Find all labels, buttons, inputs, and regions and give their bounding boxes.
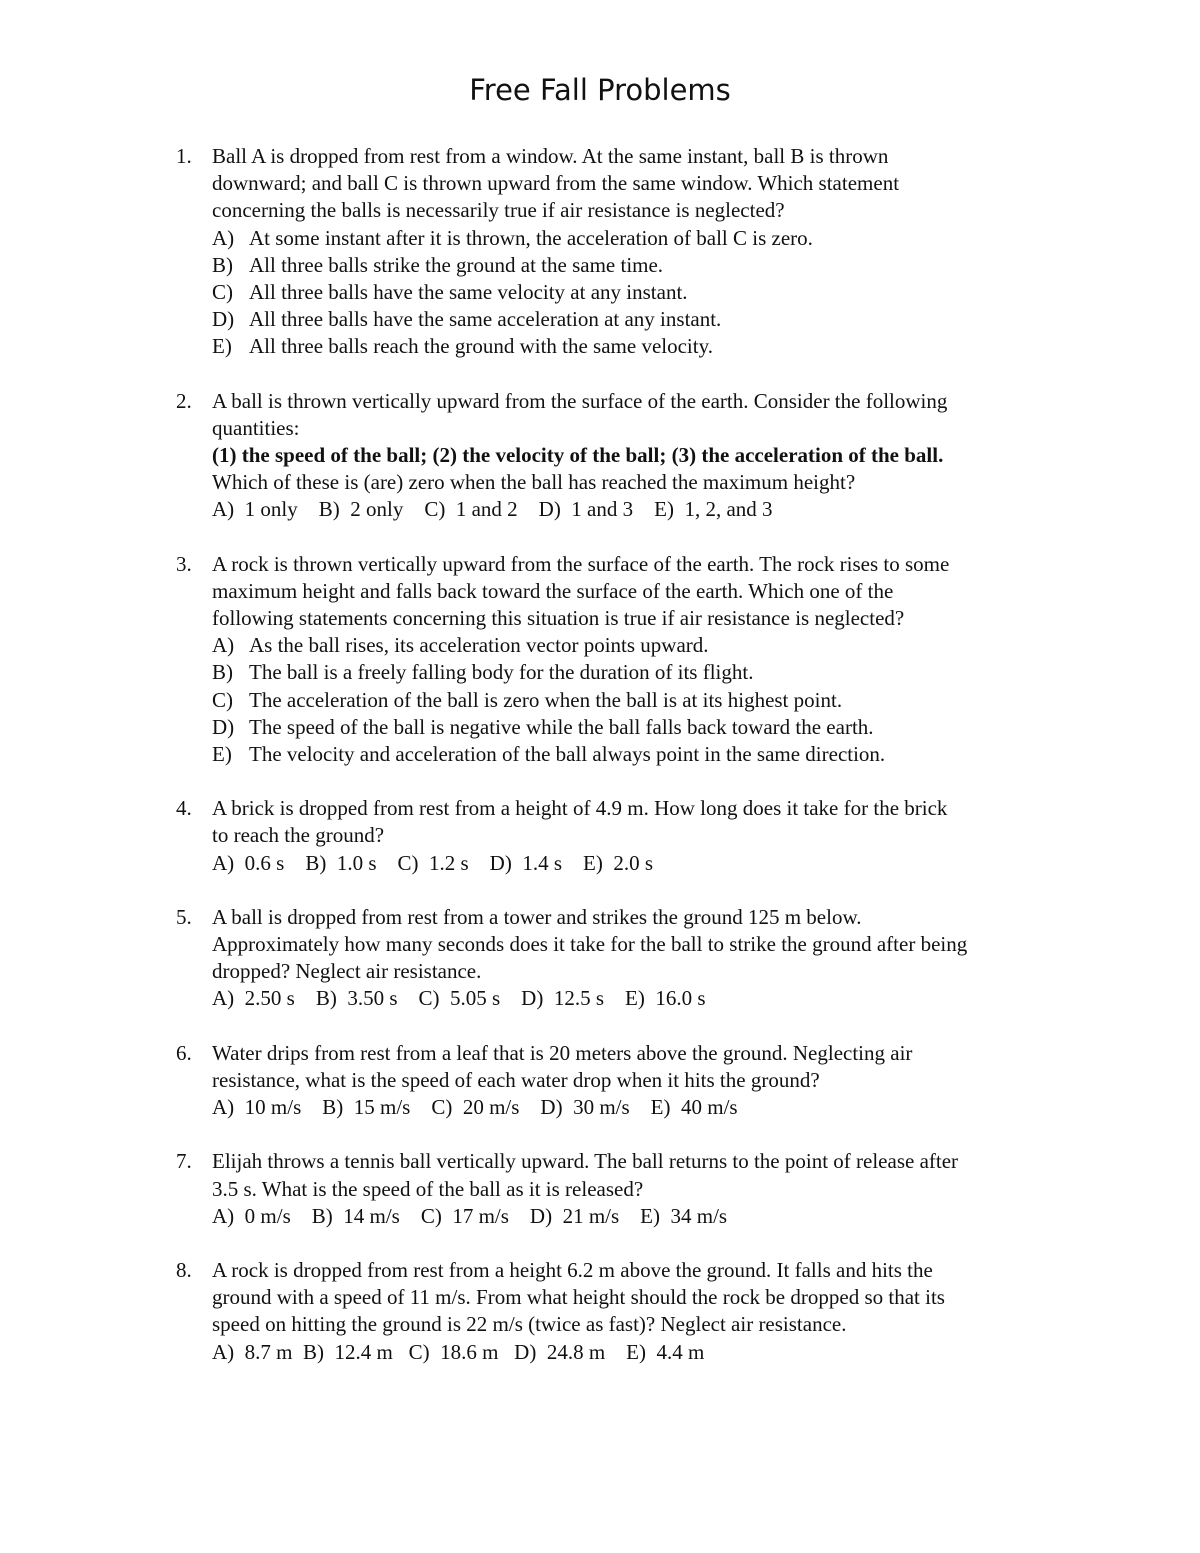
choice-letter: A) [212,225,235,250]
question-text-line: 3.5 s. What is the speed of the ball as it is released? [212,1176,644,1201]
answer-choice-b [212,659,1112,686]
question-text-line: maximum height and falls back toward the surface of the earth. Which one of the [212,578,894,603]
answer-choices: A) 0.6 s B) 1.0 s C) 1.2 s D) 1.4 s E) 2.0 s [212,850,653,875]
choice-letter: C) [212,280,233,305]
answer-choices: A) 10 m/s B) 15 m/s C) 20 m/s D) 30 m/s E) 40 m/s [212,1095,738,1120]
question-text-line: downward; and ball C is thrown upward from the same window. Which statement [212,171,900,196]
choice-letter: D) [212,307,235,332]
answer-choice-c [212,279,1112,306]
choice-text: The velocity and acceleration of the ball always point in the same direction. [249,742,886,767]
question-text-line: A ball is dropped from rest from a tower and strikes the ground 125 m below. [212,904,862,929]
choice-letter: B) [212,660,233,685]
question-8 [176,1257,1112,1366]
question-number: 7. [176,1149,192,1174]
question-2 [176,388,1112,524]
answer-choice-b [212,252,1112,279]
answer-choice-d [212,306,1112,333]
question-1 [176,143,1112,361]
answer-choice-e [212,333,1112,360]
answer-choice-a [212,632,1112,659]
question-text-line: dropped? Neglect air resistance. [212,959,482,984]
answer-choice-c [212,687,1112,714]
answer-choice-e [212,741,1112,768]
question-text-line: Ball A is dropped from rest from a window. At the same instant, ball B is thrown [212,144,889,168]
answer-choice-a [212,225,1112,252]
question-text-line: concerning the balls is necessarily true if air resistance is neglected? [212,198,785,223]
page-title: Free Fall Problems [469,73,731,107]
question-number: 5. [176,904,192,929]
question-number: 6. [176,1040,192,1065]
question-5 [176,904,1112,1013]
question-text-line: Water drips from rest from a leaf that is 20 meters above the ground. Neglecting air [212,1040,913,1065]
question-text-line: A rock is dropped from rest from a height 6.2 m above the ground. It falls and hits the [212,1257,933,1282]
question-text-line: quantities: [212,415,300,440]
choice-letter: A) [212,633,235,658]
question-text-line: to reach the ground? [212,823,385,848]
choice-text: The speed of the ball is negative while the ball falls back toward the earth. [249,714,874,739]
question-list [176,143,1112,1393]
question-number: 8. [176,1257,192,1282]
question-text-line: A rock is thrown vertically upward from the surface of the earth. The rock rises to some [212,551,950,576]
choice-text: The ball is a freely falling body for the duration of its flight. [249,660,754,685]
choice-letter: C) [212,687,233,712]
choice-text: At some instant after it is thrown, the acceleration of ball C is zero. [249,225,813,250]
question-text-line: following statements concerning this situation is true if air resistance is neglected? [212,606,905,631]
question-text-line: speed on hitting the ground is 22 m/s (twice as fast)? Neglect air resistance. [212,1312,847,1337]
choice-text: All three balls strike the ground at the same time. [249,252,664,277]
question-7 [176,1148,1112,1230]
choice-text: All three balls have the same velocity at any instant. [249,280,688,305]
choice-text: All three balls reach the ground with the same velocity. [249,334,713,359]
question-text-line: Approximately how many seconds does it take for the ball to strike the ground after being [212,932,968,957]
question-text-line: A ball is thrown vertically upward from the surface of the earth. Consider the following [212,388,948,413]
answer-choices: A) 0 m/s B) 14 m/s C) 17 m/s D) 21 m/s E) 34 m/s [212,1203,728,1228]
choice-letter: E) [212,742,232,767]
question-number: 4. [176,796,192,821]
question-text-line: ground with a speed of 11 m/s. From what height should the rock be dropped so that its [212,1285,945,1310]
answer-choices: A) 8.7 m B) 12.4 m C) 18.6 m D) 24.8 m E) 4.4 m [212,1339,705,1364]
question-text-line: Elijah throws a tennis ball vertically upward. The ball returns to the point of release after [212,1149,959,1174]
question-text-line: resistance, what is the speed of each water drop when it hits the ground? [212,1067,820,1092]
answer-choice-d [212,714,1112,741]
choice-letter: B) [212,252,233,277]
question-6 [176,1040,1112,1122]
quantities-list: (1) the speed of the ball; (2) the velocity of the ball; (3) the acceleration of the ball. [212,443,944,468]
question-number: 2. [176,388,192,413]
question-3 [176,551,1112,769]
question-4 [176,795,1112,877]
question-text-line: A brick is dropped from rest from a height of 4.9 m. How long does it take for the brick [212,796,948,821]
answer-choices: A) 1 only B) 2 only C) 1 and 2 D) 1 and 3 E) 1, 2, and 3 [212,497,773,522]
question-number: 1. [176,144,192,168]
question-number: 3. [176,551,192,576]
answer-choices: A) 2.50 s B) 3.50 s C) 5.05 s D) 12.5 s E) 16.0 s [212,986,706,1011]
choice-text: All three balls have the same acceleration at any instant. [249,307,722,332]
choice-text: As the ball rises, its acceleration vector points upward. [249,633,709,658]
choice-letter: D) [212,714,235,739]
choice-letter: E) [212,334,232,359]
choice-text: The acceleration of the ball is zero when the ball is at its highest point. [249,687,843,712]
question-text-line: Which of these is (are) zero when the ball has reached the maximum height? [212,470,856,495]
